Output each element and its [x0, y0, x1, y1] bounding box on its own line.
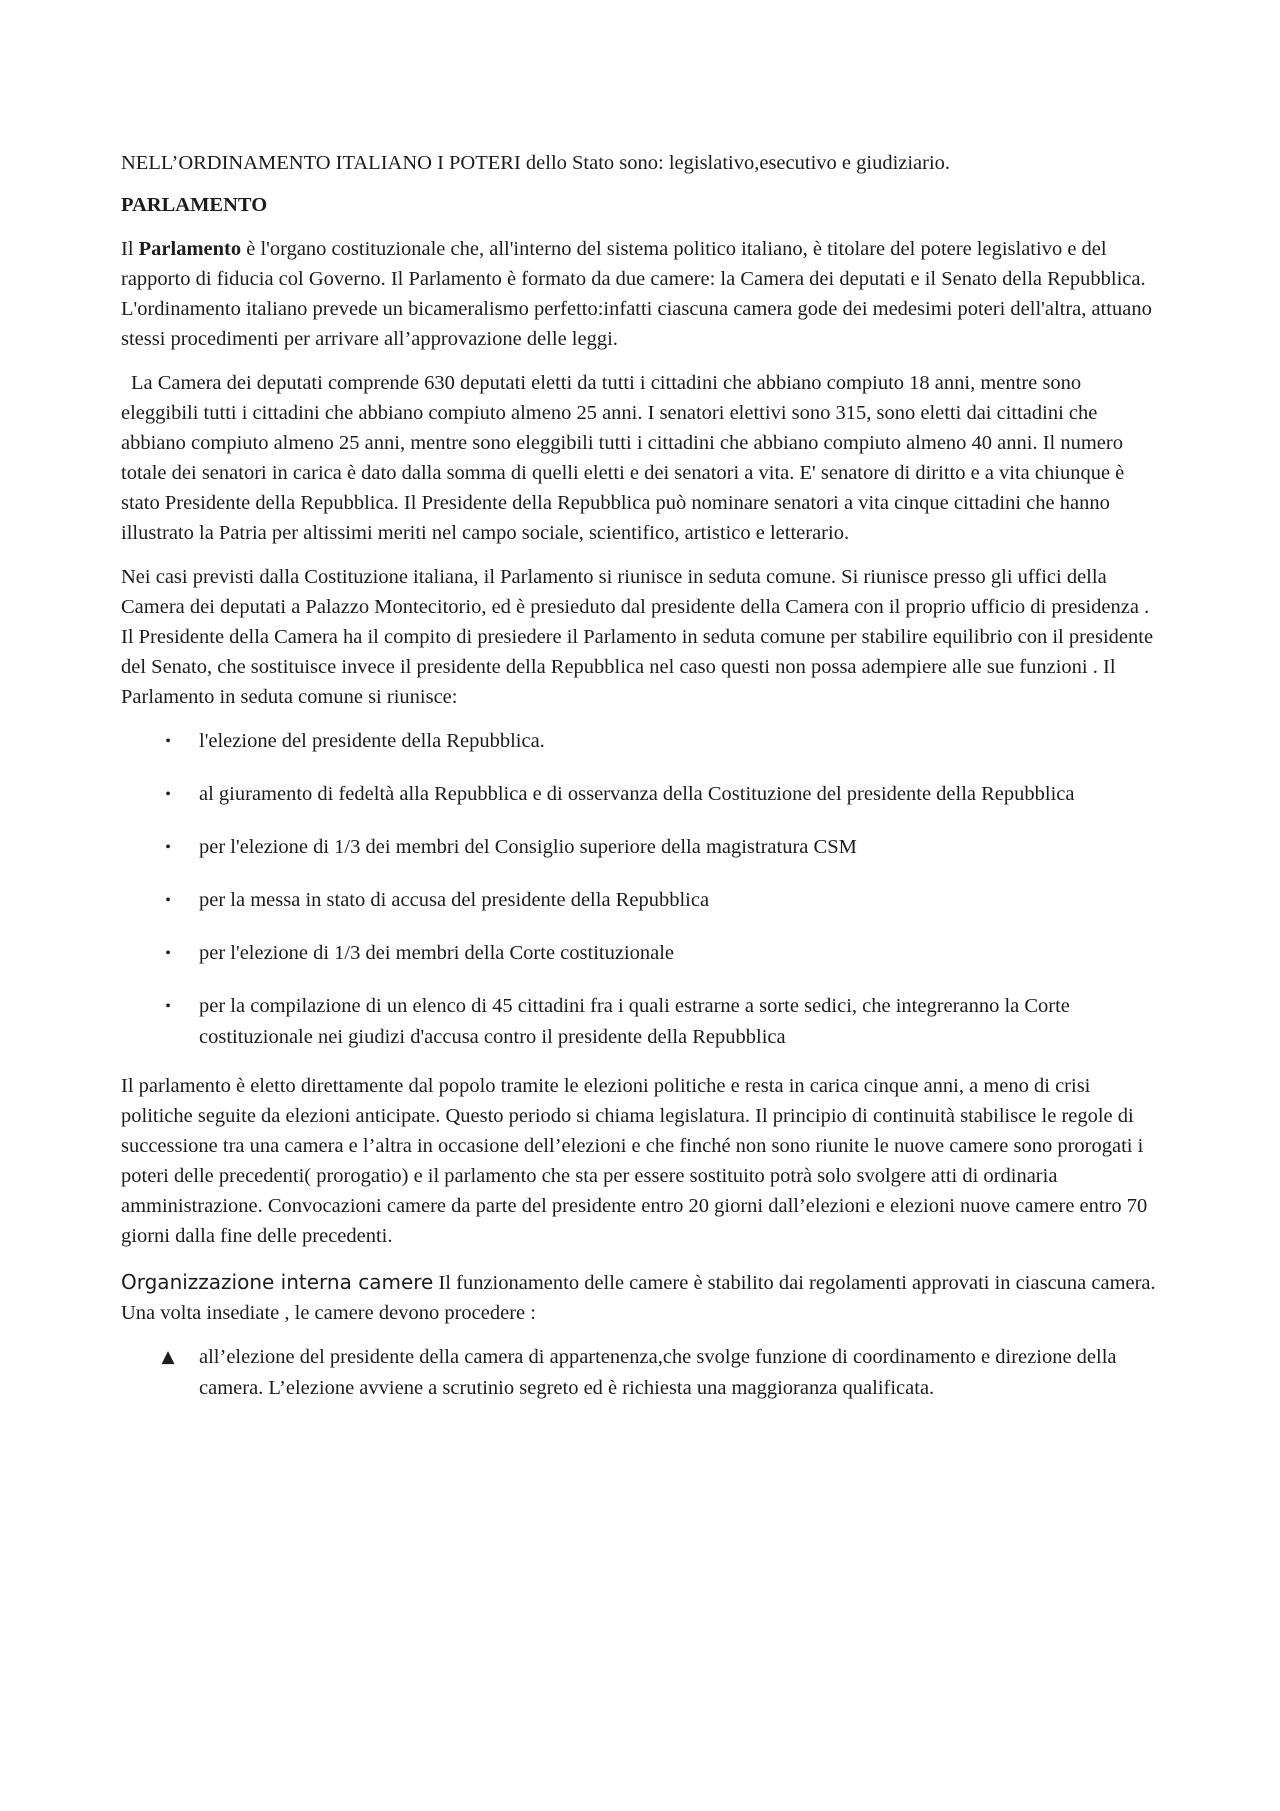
list-item	[121, 991, 1161, 1053]
subheading-organizzazione: Organizzazione interna camere	[121, 1270, 434, 1294]
list-item-text: per l'elezione di 1/3 dei membri del Consiglio superiore della magistratura CSM	[199, 836, 857, 858]
list-item-text: all’elezione del presidente della camera di appartenenza,che svolge funzione di coordinamento e direzione della camera. L’elezione avviene a scrutinio segreto ed è richiesta una maggioranza qualificata.	[199, 1346, 1117, 1399]
list-item	[121, 779, 1161, 810]
seduta-comune-list	[121, 726, 1161, 1053]
document-page	[121, 148, 1161, 1422]
list-item	[121, 1342, 1161, 1404]
section-heading-parlamento: PARLAMENTO	[121, 194, 268, 216]
paragraph-rest: Il funzionamento delle camere è stabilito dai regolamenti approvati in ciascuna camera. Una volta insediate , le camere devono procedere :	[121, 1272, 1156, 1324]
organizzazione-list	[121, 1342, 1161, 1404]
paragraph-rest: è l'organo costituzionale che, all'interno del sistema politico italiano, è titolare del potere legislativo e del rapporto di fiducia col Governo. Il Parlamento è formato da due camere: la Camera dei deputati e il Senato della Repubblica. L'ordinamento italiano prevede un bicameralismo perfetto:infatti ciascuna camera gode dei medesimi poteri dell'altra, attuano stessi procedimenti per arrivare all’approvazione delle leggi.	[121, 238, 1152, 350]
triangle-bullet-icon: ▲	[161, 1347, 175, 1367]
list-item-text: l'elezione del presidente della Repubblica.	[199, 730, 545, 752]
bullet-icon: •	[165, 786, 171, 803]
paragraph-organizzazione	[121, 1267, 1161, 1328]
list-item	[121, 885, 1161, 916]
bullet-icon: •	[165, 839, 171, 856]
paragraph-legislatura: Il parlamento è eletto direttamente dal popolo tramite le elezioni politiche e resta in carica cinque anni, a meno di crisi politiche seguite da elezioni anticipate. Questo periodo si chiama legislatura. Il principio di continuità stabilisce le regole di successione tra una camera e l’altra in occasione dell’elezioni e che finché non sono riunite le nuove camere sono prorogati i poteri delle precedenti( prorogatio) e il parlamento che sta per essere sostituito potrà solo svolgere atti di ordinaria amministrazione. Convocazioni camere da parte del presidente entro 20 giorni dall’elezioni e elezioni nuove camere entro 70 giorni dalla fine delle precedenti.	[121, 1075, 1148, 1247]
bullet-icon: •	[165, 892, 171, 909]
list-item-text: per la compilazione di un elenco di 45 cittadini fra i quali estrarne a sorte sedici, che integreranno la Corte costituzionale nei giudizi d'accusa contro il presidente della Repubblica	[199, 995, 1070, 1048]
bold-term-parlamento: Parlamento	[138, 238, 242, 260]
paragraph-seduta-comune: Nei casi previsti dalla Costituzione italiana, il Parlamento si riunisce in seduta comune. Si riunisce presso gli uffici della Camera dei deputati a Palazzo Montecitorio, ed è presieduto dal presidente della Camera con il proprio ufficio di presidenza . Il Presidente della Camera ha il compito di presiedere il Parlamento in seduta comune per stabilire equilibrio con il presidente del Senato, che sostituisce invece il presidente della Repubblica nel caso questi non possa adempiere alle sue funzioni . Il Parlamento in seduta comune si riunisce:	[121, 566, 1154, 708]
paragraph-lead: Il	[121, 238, 139, 260]
paragraph-parlamento-definition	[121, 234, 1161, 354]
list-item-text: al giuramento di fedeltà alla Repubblica e di osservanza della Costituzione del presidente della Repubblica	[199, 783, 1075, 805]
bullet-icon: •	[165, 733, 171, 750]
list-item	[121, 726, 1161, 757]
list-item	[121, 832, 1161, 863]
bullet-icon: •	[165, 945, 171, 962]
list-item-text: per l'elezione di 1/3 dei membri della Corte costituzionale	[199, 942, 675, 964]
list-item	[121, 938, 1161, 969]
bullet-icon: •	[165, 998, 171, 1015]
paragraph-camera-senato: La Camera dei deputati comprende 630 deputati eletti da tutti i cittadini che abbiano compiuto 18 anni, mentre sono eleggibili tutti i cittadini che abbiano compiuto almeno 25 anni. I senatori elettivi sono 315, sono eletti dai cittadini che abbiano compiuto almeno 25 anni, mentre sono eleggibili tutti i cittadini che abbiano compiuto almeno 40 anni. Il numero totale dei senatori in carica è dato dalla somma di quelli eletti e dei senatori a vita. E' senatore di diritto e a vita chiunque è stato Presidente della Repubblica. Il Presidente della Repubblica può nominare senatori a vita cinque cittadini che hanno illustrato la Patria per altissimi meriti nel campo sociale, scientifico, artistico e letterario.	[121, 372, 1125, 544]
intro-paragraph: NELL’ORDINAMENTO ITALIANO I POTERI dello Stato sono: legislativo,esecutivo e giudiziario.	[121, 152, 951, 174]
list-item-text: per la messa in stato di accusa del presidente della Repubblica	[199, 889, 710, 911]
